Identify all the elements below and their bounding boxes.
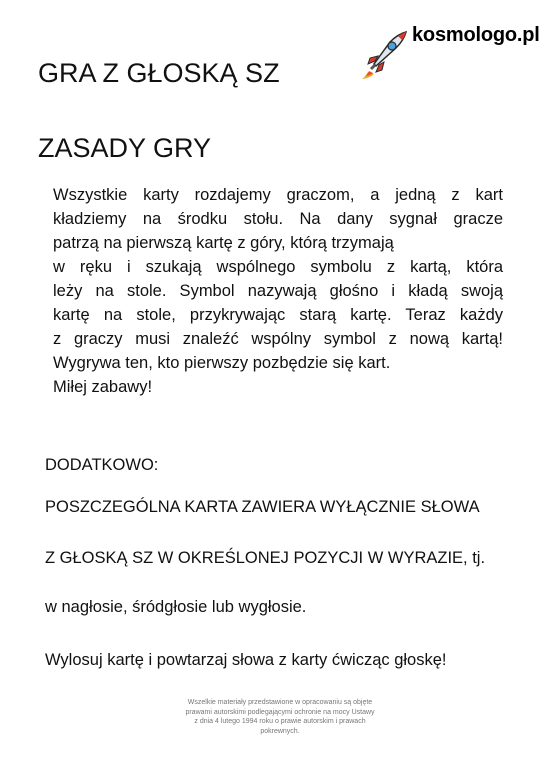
logo-text: kosmologo.pl bbox=[412, 24, 540, 46]
rules-heading: ZASADY GRY bbox=[38, 133, 212, 163]
rules-paragraph bbox=[53, 183, 503, 399]
additional-line: Z GŁOSKĄ SZ W OKREŚLONEJ POZYCJI W WYRAZIE, tj. bbox=[45, 549, 486, 567]
rules-line: Miłej zabawy! bbox=[53, 378, 153, 396]
rules-line: w ręku i szukają wspólnego symbolu z kartą, która bbox=[53, 258, 503, 276]
additional-line: w nagłosie, śródgłosie lub wygłosie. bbox=[45, 598, 307, 616]
rules-line: kładziemy na środku stołu. Na dany sygnał gracze bbox=[53, 210, 503, 228]
brand-logo[interactable] bbox=[360, 20, 550, 85]
rules-line: Wygrywa ten, kto pierwszy pozbędzie się kart. bbox=[53, 354, 391, 372]
rocket-icon bbox=[360, 28, 410, 80]
rules-line: kartę na stole, przykrywając starą kartę. Teraz każdy bbox=[53, 306, 503, 324]
page-title: GRA Z GŁOSKĄ SZ bbox=[38, 58, 280, 88]
rules-line: leży na stole. Symbol nazywają głośno i kładą swoją bbox=[53, 282, 503, 300]
rules-line: Wszystkie karty rozdajemy graczom, a jedną z kart bbox=[53, 186, 503, 204]
rules-line: patrzą na pierwszą kartę z góry, którą trzymają bbox=[53, 234, 394, 252]
additional-heading: DODATKOWO: bbox=[45, 456, 159, 474]
rules-line: z graczy musi znaleźć wspólny symbol z nową kartą! bbox=[53, 330, 503, 348]
additional-line: Wylosuj kartę i powtarzaj słowa z karty ćwicząc głoskę! bbox=[45, 651, 447, 669]
additional-line: POSZCZEGÓLNA KARTA ZAWIERA WYŁĄCZNIE SŁOWA bbox=[45, 498, 480, 516]
copyright-notice: Wszelkie materiały przedstawione w opracowaniu są objęte prawami autorskimi podlegającymi ochronie na mocy Ustawy z dnia 4 lutego 1994 roku o prawie autorskim i prawach pokrewnych. bbox=[185, 699, 375, 735]
